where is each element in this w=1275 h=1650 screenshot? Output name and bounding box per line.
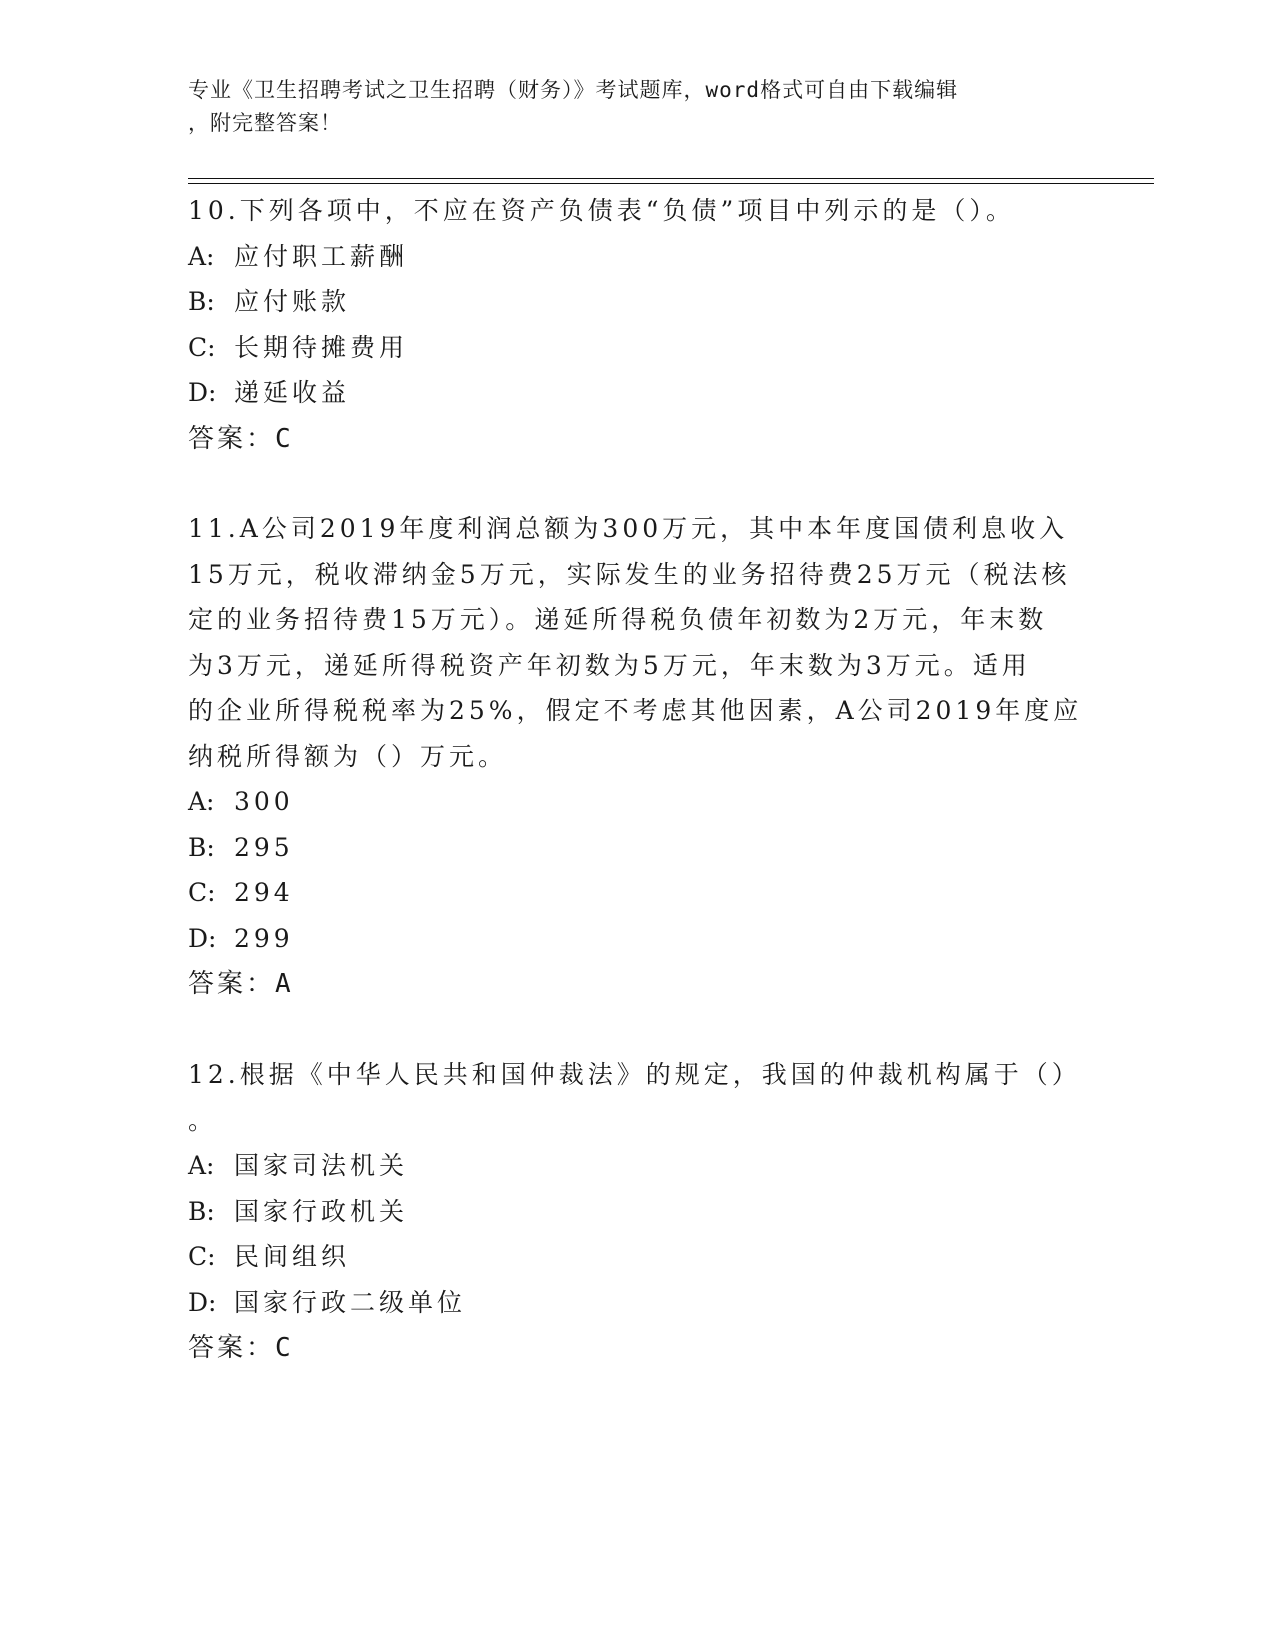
question-stem-line: 12.根据《中华人民共和国仲裁法》的规定，我国的仲裁机构属于（）: [188, 1060, 1081, 1089]
option-text: 295: [234, 832, 294, 862]
option-key: A:: [188, 1151, 215, 1180]
option-text: 应付职工薪酬: [234, 241, 409, 271]
answer-label: 答案：: [188, 969, 276, 999]
question-stem-line: 的企业所得税税率为25%，假定不考虑其他因素，A公司2019年度应: [188, 696, 1083, 725]
header-line-1: 专业《卫生招聘考试之卫生招聘（财务）》考试题库，word格式可自由下载编辑: [188, 78, 959, 102]
question-stem-line: 。: [188, 1105, 218, 1135]
question-11: [188, 506, 1088, 1007]
option-text: 国家行政二级单位: [234, 1287, 467, 1317]
option-c: [188, 1234, 1088, 1280]
question-stem-line: 为3万元，递延所得税资产年初数为5万元，年末数为3万元。适用: [188, 650, 1031, 680]
answer-label: 答案：: [188, 1333, 276, 1363]
option-c: [188, 870, 1088, 916]
option-key: C:: [188, 878, 216, 907]
option-text: 应付账款: [234, 287, 351, 316]
option-key: B:: [188, 1196, 215, 1226]
option-b: [188, 1189, 1088, 1235]
option-text: 递延收益: [234, 378, 351, 407]
answer-value: A: [275, 969, 291, 999]
header-divider-top: [188, 178, 1154, 179]
option-key: B:: [188, 832, 215, 862]
option-text: 国家司法机关: [234, 1151, 409, 1180]
answer-line: [188, 416, 1088, 462]
option-text: 299: [234, 923, 294, 953]
option-text: 300: [234, 787, 294, 816]
header-divider-bottom: [188, 183, 1154, 184]
option-key: B:: [188, 287, 215, 316]
option-a: [188, 1143, 1088, 1189]
question-stem-line: 纳税所得额为（）万元。: [188, 741, 508, 771]
option-a: [188, 234, 1088, 280]
option-key: A:: [188, 241, 215, 271]
option-key: C:: [188, 1242, 216, 1271]
option-key: A:: [188, 787, 215, 816]
answer-line: [188, 961, 1088, 1007]
option-key: D:: [188, 1287, 217, 1317]
option-text: 国家行政机关: [234, 1196, 409, 1226]
question-stem-line: 定的业务招待费15万元）。递延所得税负债年初数为2万元，年末数: [188, 605, 1048, 634]
option-d: [188, 370, 1088, 416]
answer-line: [188, 1325, 1088, 1371]
option-b: [188, 279, 1088, 325]
option-text: 民间组织: [234, 1242, 351, 1271]
question-stem-line: 11.A公司2019年度利润总额为300万元，其中本年度国债利息收入: [188, 514, 1069, 543]
header-line-2: ，附完整答案！: [188, 111, 342, 135]
option-text: 294: [234, 878, 294, 907]
answer-label: 答案：: [188, 423, 276, 454]
document-header: [188, 74, 1088, 140]
answer-value: C: [275, 423, 291, 454]
option-d: [188, 916, 1088, 962]
question-stem-line: 15万元，税收滞纳金5万元，实际发生的业务招待费25万元（税法核: [188, 559, 1071, 589]
question-10: [188, 188, 1088, 462]
option-b: [188, 825, 1088, 871]
question-12: [188, 1052, 1088, 1371]
option-d: [188, 1280, 1088, 1326]
option-a: [188, 779, 1088, 825]
option-key: D:: [188, 378, 217, 407]
answer-value: C: [275, 1333, 291, 1363]
option-key: D:: [188, 923, 217, 953]
option-c: [188, 325, 1088, 371]
option-key: C:: [188, 332, 216, 362]
question-stem-line: 10.下列各项中，不应在资产负债表“负债”项目中列示的是（）。: [188, 196, 1015, 225]
option-text: 长期待摊费用: [234, 332, 409, 362]
